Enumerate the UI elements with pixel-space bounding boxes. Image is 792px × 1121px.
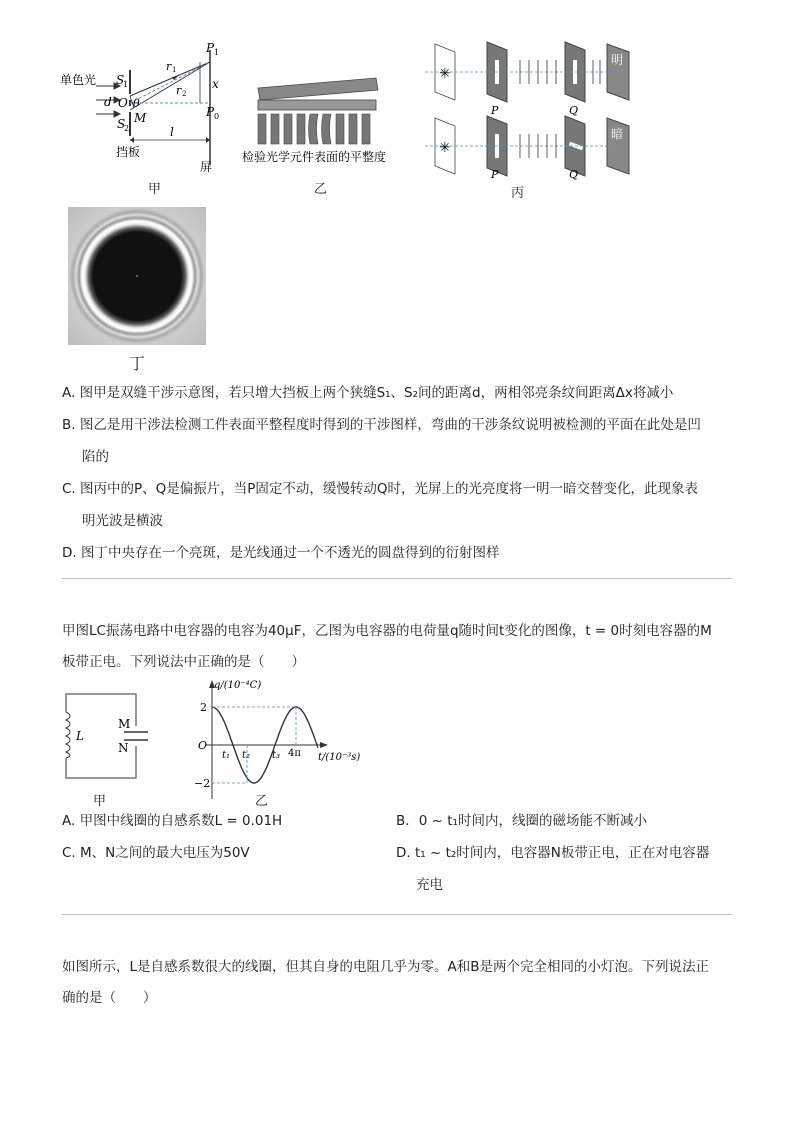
label-O: O [118,96,128,110]
q2-stem-line1: 甲图LC振荡电路中电容器的电容为40μF，乙图为电容器的电荷量q随时间t变化的图像，t = 0时刻电容器的M [62,623,712,639]
light-source-icon-bottom: ✳ [439,140,451,156]
q1-option-C-cont: 明光波是横波 [82,513,163,529]
caption-yi: 乙 [314,182,328,197]
tick-t3: t₃ [272,750,281,761]
label-r1-sub: 1 [172,66,177,74]
q2-option-D-cont: 充电 [416,877,443,893]
label-x: x [212,77,219,91]
light-source-icon-top: ✳ [439,66,451,82]
caption-bing: 丙 [511,186,525,201]
label-P0: P [206,105,215,119]
origin-label: O [198,739,208,752]
tick-t2: t₂ [242,750,251,761]
tick-4pi: 4π [288,748,301,759]
q2-option-D[interactable]: D. t₁ ~ t₂时间内，电容器N板带正电，正在对电容器 [396,845,710,861]
q1-option-C[interactable]: C. 图丙中的P、Q是偏振片，当P固定不动，缓慢转动Q时，光屏上的光亮度将一明一暗交替变化，此现象表 [62,481,699,497]
caption-q2-yi: 乙 [255,794,269,809]
label-S1-sub: 1 [123,80,129,89]
q2-stem-line2: 板带正电。下列说法中正确的是（ ） [62,654,305,670]
label-theta: θ [133,97,140,110]
label-r2-sub: 2 [182,90,187,98]
tick-minus-2: −2 [194,777,211,790]
label-P-bottom: P [491,168,499,181]
figure-lc-circuit [60,690,160,808]
label-P0-sub: 0 [214,112,220,121]
figure-diffraction-pattern [68,207,206,345]
label-inductor-L: L [76,729,84,743]
label-S2-sub: 2 [124,124,130,133]
x-axis-label: t/(10⁻³s) [318,752,361,763]
label-d: d [104,95,112,109]
label-dark: 暗 [611,127,624,141]
tick-t1: t₁ [222,750,231,761]
label-P1-sub: 1 [214,48,220,57]
label-P-top: P [491,104,499,117]
q1-option-B-cont: 陷的 [82,449,109,465]
label-board: 挡板 [116,145,141,159]
label-Q-top: Q [569,104,579,117]
label-P1: P [206,41,215,55]
figure-double-slit [60,40,240,180]
divider-2 [62,914,732,915]
label-l: l [170,125,174,139]
central-bright-spot [136,275,138,277]
q1-option-B[interactable]: B. 图乙是用干涉法检测工件表面平整程度时得到的干涉图样，弯曲的干涉条纹说明被检测的平面在此处是凹 [62,417,701,433]
caption-jia: 甲 [148,182,162,197]
label-r2: r [176,84,182,97]
caption-q2-jia: 甲 [93,794,107,809]
label-r1: r [166,60,172,73]
label-monochrome-light: 单色光 [60,73,97,87]
label-bright: 明 [611,53,624,67]
label-plate-M: M [118,717,131,731]
q2-option-B[interactable]: B．0 ~ t₁时间内，线圈的磁场能不断减小 [396,813,647,829]
figure-polarizers [425,38,645,188]
label-plate-N: N [118,741,129,755]
q1-option-A[interactable]: A. 图甲是双缝干涉示意图，若只增大挡板上两个狭缝S₁、S₂间的距离d，两相邻亮条纹间距离Δx将减小 [62,385,674,401]
caption-ding: 丁 [129,354,146,373]
q3-stem-line1: 如图所示，L是自感系数很大的线圈，但其自身的电阻几乎为零。A和B是两个完全相同的小灯泡。下列说法正 [62,959,710,975]
label-Q-bottom: Q [569,168,579,181]
label-M: M [134,111,147,125]
q3-stem-line2: 确的是（ ） [62,990,157,1006]
label-S1: S [116,73,125,87]
label-S2: S [117,117,126,131]
label-flatness: 检验光学元件表面的平整度 [242,150,387,164]
q2-option-C[interactable]: C. M、N之间的最大电压为50V [62,845,250,861]
figure-q-t-graph [192,674,372,804]
label-screen: 屏 [200,160,213,174]
divider-1 [62,578,732,579]
q2-option-A[interactable]: A. 甲图中线圈的自感系数L = 0.01H [62,813,283,829]
figure-flatness-interference [238,70,428,170]
tick-2: 2 [200,701,207,714]
q1-option-D[interactable]: D. 图丁中央存在一个亮斑，是光线通过一个不透光的圆盘得到的衍射图样 [62,545,500,561]
y-axis-label: q/(10⁻⁴C) [214,680,262,691]
